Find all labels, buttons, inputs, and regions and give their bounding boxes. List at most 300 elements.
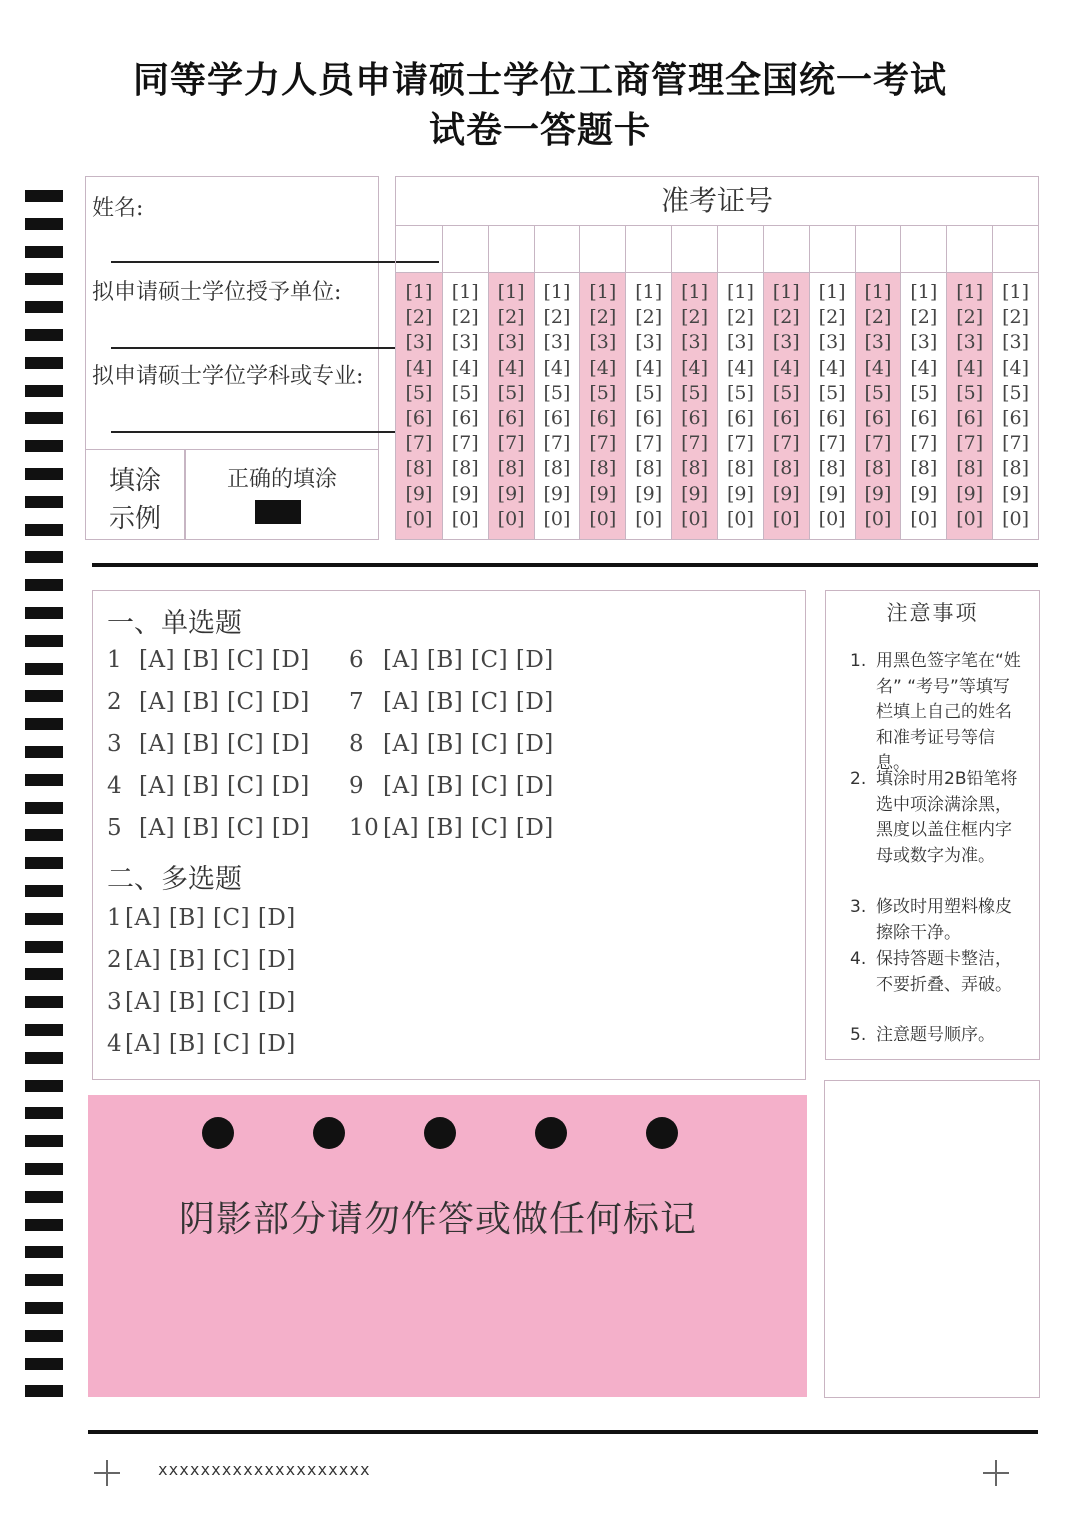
digit-bubble[interactable]: [1] [543,281,571,303]
digit-bubble[interactable]: [7] [726,432,754,455]
digit-bubble[interactable]: [9] [681,482,709,505]
digit-bubble[interactable]: [5] [726,381,754,404]
no-mark-warning: 阴影部分请勿作答或做任何标记 [178,1199,697,1240]
answer-options[interactable]: [A] [B] [C] [D] [125,989,296,1015]
timing-mark [25,1135,63,1147]
timing-mark [25,412,63,424]
multi-choice-question [107,947,296,973]
timing-mark [25,1052,63,1064]
timing-mark [25,1274,63,1286]
digit-bubble[interactable]: [4] [864,356,892,379]
notes-box [825,590,1040,1060]
digit-bubble[interactable]: [5] [635,381,663,404]
digit-bubbles [993,273,1038,539]
digit-bubble[interactable]: [6] [956,406,984,429]
digit-bubble[interactable]: [0] [589,507,617,530]
timing-mark [25,774,63,786]
digit-bubble[interactable]: [1] [818,281,846,303]
digit-bubble[interactable]: [4] [726,356,754,379]
exam-number-write-cell[interactable] [443,226,488,273]
timing-mark [25,690,63,702]
note-number: 3. [850,897,867,917]
exam-number-column [442,226,488,539]
answer-options[interactable]: [A] [B] [C] [D] [139,773,310,799]
digit-bubble[interactable]: [2] [589,306,617,329]
timing-mark [25,551,63,563]
single-choice-question [349,773,554,799]
exam-number-column [946,226,992,539]
digit-bubble[interactable]: [9] [543,482,571,505]
answer-options[interactable]: [A] [B] [C] [D] [125,905,296,931]
digit-bubble[interactable]: [4] [405,356,433,379]
title-line-1: 同等学力人员申请硕士学位工商管理全国统一考试 [132,60,947,101]
timing-mark [25,829,63,841]
timing-mark [25,1302,63,1314]
digit-bubble[interactable]: [5] [681,381,709,404]
no-mark-shaded-area [88,1095,807,1397]
note-text: 修改时用塑料橡皮擦除干净。 [876,897,1012,943]
digit-bubble[interactable]: [1] [910,281,938,303]
digit-bubble[interactable]: [5] [956,381,984,404]
digit-bubble[interactable]: [5] [405,381,433,404]
digit-bubble[interactable]: [8] [864,457,892,480]
digit-bubble[interactable]: [3] [589,331,617,354]
name-field[interactable] [111,261,439,263]
digit-bubble[interactable]: [2] [497,306,525,329]
question-number: 5 [107,815,123,841]
digit-bubble[interactable]: [6] [681,406,709,429]
crosshair-icon [983,1460,1009,1486]
note-text: 注意题号顺序。 [876,1025,995,1045]
digit-bubble[interactable]: [0] [635,507,663,530]
digit-bubble[interactable]: [2] [405,306,433,329]
timing-mark [25,524,63,536]
digit-bubble[interactable]: [6] [1002,406,1030,429]
single-choice-question [349,647,554,673]
digit-bubble[interactable]: [9] [451,482,479,505]
exam-number-column [763,226,809,539]
digit-bubble[interactable]: [4] [818,356,846,379]
digit-bubble[interactable]: [1] [726,281,754,303]
digit-bubbles [443,273,488,539]
digit-bubble[interactable]: [4] [681,356,709,379]
digit-bubble[interactable]: [3] [818,331,846,354]
digit-bubble[interactable]: [5] [864,381,892,404]
digit-bubble[interactable]: [9] [818,482,846,505]
alignment-dot [424,1117,456,1149]
multi-choice-question [107,989,296,1015]
timing-mark [25,329,63,341]
digit-bubble[interactable]: [7] [635,432,663,455]
digit-bubble[interactable]: [2] [818,306,846,329]
timing-mark [25,218,63,230]
notes-title: 注意事项 [886,601,979,625]
exam-number-write-cell[interactable] [856,226,901,273]
digit-bubble[interactable]: [3] [451,331,479,354]
separator-rule [92,563,1038,567]
timing-mark [25,246,63,258]
answer-options[interactable]: [A] [B] [C] [D] [125,1031,296,1057]
exam-number-write-cell[interactable] [810,226,855,273]
digit-bubble[interactable]: [0] [956,507,984,530]
answer-options[interactable]: [A] [B] [C] [D] [383,815,554,841]
digit-bubble[interactable]: [4] [497,356,525,379]
digit-bubble[interactable]: [7] [681,432,709,455]
alignment-dot [535,1117,567,1149]
filled-bubble-sample [255,500,301,524]
timing-mark [25,1191,63,1203]
alignment-dot [313,1117,345,1149]
digit-bubble[interactable]: [8] [681,457,709,480]
answer-options[interactable]: [A] [B] [C] [D] [139,689,310,715]
digit-bubble[interactable]: [4] [910,356,938,379]
exam-number-column [488,226,534,539]
exam-number-write-cell[interactable] [535,226,580,273]
digit-bubble[interactable]: [6] [589,406,617,429]
timing-mark [25,1385,63,1397]
digit-bubble[interactable]: [7] [956,432,984,455]
digit-bubble[interactable]: [8] [726,457,754,480]
exam-number-column [625,226,671,539]
answer-options[interactable]: [A] [B] [C] [D] [383,689,554,715]
digit-bubble[interactable]: [1] [635,281,663,303]
timing-mark [25,1163,63,1175]
major-label: 拟申请硕士学位学科或专业: [92,364,364,389]
digit-bubble[interactable]: [1] [681,281,709,303]
answer-options[interactable]: [A] [B] [C] [D] [139,731,310,757]
digit-bubble[interactable]: [5] [589,381,617,404]
digit-bubble[interactable]: [8] [497,457,525,480]
timing-mark [25,996,63,1008]
digit-bubbles [580,273,625,539]
unit-field[interactable] [111,347,439,349]
digit-bubble[interactable]: [7] [451,432,479,455]
digit-bubble[interactable]: [1] [451,281,479,303]
question-number: 9 [349,773,365,799]
note-item [852,767,1022,869]
single-choice-question [107,647,310,673]
digit-bubbles [672,273,717,539]
fill-example-label [86,462,184,538]
exam-number-write-cell[interactable] [396,226,442,273]
digit-bubble[interactable]: [2] [772,306,800,329]
exam-number-write-cell[interactable] [901,226,946,273]
digit-bubble[interactable]: [2] [726,306,754,329]
alignment-dot [202,1117,234,1149]
answer-options[interactable]: [A] [B] [C] [D] [383,647,554,673]
digit-bubble[interactable]: [1] [864,281,892,303]
digit-bubble[interactable]: [7] [1002,432,1030,455]
digit-bubble[interactable]: [8] [589,457,617,480]
digit-bubble[interactable]: [0] [818,507,846,530]
timing-mark [25,718,63,730]
single-choice-question [349,731,554,757]
digit-bubble[interactable]: [6] [635,406,663,429]
digit-bubble[interactable]: [2] [864,306,892,329]
digit-bubble[interactable]: [9] [910,482,938,505]
digit-bubble[interactable]: [9] [635,482,663,505]
blank-box [824,1080,1040,1398]
exam-number-column [579,226,625,539]
multi-choice-question [107,1031,296,1057]
digit-bubble[interactable]: [0] [772,507,800,530]
digit-bubble[interactable]: [9] [864,482,892,505]
single-choice-title: 一、单选题 [107,608,242,639]
answer-box [92,590,806,1080]
digit-bubble[interactable]: [3] [910,331,938,354]
digit-bubble[interactable]: [8] [772,457,800,480]
digit-bubble[interactable]: [8] [818,457,846,480]
digit-bubble[interactable]: [5] [543,381,571,404]
exam-number-write-cell[interactable] [764,226,809,273]
digit-bubbles [718,273,763,539]
digit-bubbles [901,273,946,539]
timing-mark [25,468,63,480]
digit-bubble[interactable]: [7] [543,432,571,455]
digit-bubble[interactable]: [4] [956,356,984,379]
digit-bubble[interactable]: [7] [910,432,938,455]
exam-number-write-cell[interactable] [947,226,992,273]
fill-example-line2: 示例 [108,504,161,534]
digit-bubble[interactable]: [3] [635,331,663,354]
digit-bubble[interactable]: [8] [910,457,938,480]
digit-bubbles [764,273,809,539]
digit-bubble[interactable]: [3] [1002,331,1030,354]
digit-bubble[interactable]: [0] [451,507,479,530]
digit-bubble[interactable]: [4] [772,356,800,379]
digit-bubble[interactable]: [8] [543,457,571,480]
digit-bubbles [947,273,992,539]
question-number: 10 [349,815,380,841]
digit-bubble[interactable]: [1] [956,281,984,303]
digit-bubble[interactable]: [5] [910,381,938,404]
timing-mark [25,1246,63,1258]
answer-options[interactable]: [A] [B] [C] [D] [125,947,296,973]
exam-number-write-cell[interactable] [993,226,1038,273]
timing-mark [25,273,63,285]
bottom-rule [88,1430,1038,1434]
note-number: 4. [850,949,867,969]
name-label: 姓名: [92,196,144,221]
digit-bubble[interactable]: [1] [589,281,617,303]
digit-bubble[interactable]: [7] [772,432,800,455]
digit-bubble[interactable]: [3] [956,331,984,354]
exam-number-write-cell[interactable] [626,226,671,273]
question-number: 3 [107,989,123,1015]
answer-options[interactable]: [A] [B] [C] [D] [383,773,554,799]
exam-number-write-cell[interactable] [718,226,763,273]
exam-number-box [395,176,1039,540]
digit-bubble[interactable]: [7] [864,432,892,455]
timing-mark [25,913,63,925]
digit-bubble[interactable]: [6] [910,406,938,429]
digit-bubble[interactable]: [0] [910,507,938,530]
digit-bubbles [856,273,901,539]
digit-bubble[interactable]: [9] [1002,482,1030,505]
timing-mark [25,885,63,897]
digit-bubble[interactable]: [8] [635,457,663,480]
digit-bubble[interactable]: [2] [956,306,984,329]
digit-bubble[interactable]: [9] [405,482,433,505]
timing-mark [25,857,63,869]
question-number: 7 [349,689,365,715]
timing-mark [25,1358,63,1370]
digit-bubble[interactable]: [6] [818,406,846,429]
timing-mark [25,440,63,452]
note-text: 填涂时用2B铅笔将选中项涂满涂黑，黑度以盖住框内字母或数字为准。 [876,769,1018,866]
single-choice-question [107,731,310,757]
digit-bubble[interactable]: [0] [543,507,571,530]
note-item [852,947,1022,998]
digit-bubble[interactable]: [5] [772,381,800,404]
answer-options[interactable]: [A] [B] [C] [D] [383,731,554,757]
digit-bubble[interactable]: [9] [497,482,525,505]
digit-bubble[interactable]: [3] [543,331,571,354]
digit-bubble[interactable]: [1] [772,281,800,303]
digit-bubble[interactable]: [3] [405,331,433,354]
timing-mark [25,802,63,814]
digit-bubble[interactable]: [3] [681,331,709,354]
title-line-2: 试卷一答题卡 [428,110,651,151]
exam-number-column [809,226,855,539]
digit-bubble[interactable]: [2] [451,306,479,329]
digit-bubble[interactable]: [2] [1002,306,1030,329]
digit-bubble[interactable]: [7] [405,432,433,455]
timing-mark [25,357,63,369]
digit-bubble[interactable]: [7] [589,432,617,455]
unit-label: 拟申请硕士学位授予单位: [92,280,342,305]
digit-bubble[interactable]: [2] [635,306,663,329]
correct-fill-label: 正确的填涂 [226,467,337,492]
question-number: 1 [107,647,123,673]
digit-bubble[interactable]: [9] [772,482,800,505]
digit-bubble[interactable]: [9] [726,482,754,505]
exam-number-column [396,226,442,539]
digit-bubble[interactable]: [5] [497,381,525,404]
digit-bubbles [535,273,580,539]
timing-mark [25,301,63,313]
digit-bubble[interactable]: [5] [451,381,479,404]
digit-bubble[interactable]: [8] [451,457,479,480]
digit-bubble[interactable]: [4] [543,356,571,379]
digit-bubble[interactable]: [4] [589,356,617,379]
single-choice-question [107,815,310,841]
digit-bubble[interactable]: [3] [864,331,892,354]
digit-bubble[interactable]: [8] [405,457,433,480]
digit-bubble[interactable]: [2] [910,306,938,329]
single-choice-question [107,689,310,715]
note-number: 2. [850,769,867,789]
digit-bubble[interactable]: [5] [818,381,846,404]
timing-mark [25,1219,63,1231]
note-text: 用黑色签字笔在“姓名” “考号”等填写栏填上自己的姓名和准考证号等信息。 [876,651,1021,773]
digit-bubble[interactable]: [4] [451,356,479,379]
digit-bubble[interactable]: [2] [681,306,709,329]
digit-bubble[interactable]: [4] [1002,356,1030,379]
digit-bubble[interactable]: [0] [497,507,525,530]
digit-bubble[interactable]: [3] [497,331,525,354]
note-number: 5. [850,1025,867,1045]
question-number: 2 [107,689,123,715]
exam-number-write-cell[interactable] [489,226,534,273]
digit-bubble[interactable]: [6] [864,406,892,429]
digit-bubble[interactable]: [0] [726,507,754,530]
note-item [852,895,1022,946]
question-number: 1 [107,905,123,931]
digit-bubble[interactable]: [9] [956,482,984,505]
digit-bubble[interactable]: [6] [772,406,800,429]
fill-example-line1: 填涂 [108,466,161,496]
digit-bubble[interactable]: [0] [405,507,433,530]
digit-bubbles [810,273,855,539]
note-item [852,649,1022,777]
digit-bubble[interactable]: [1] [1002,281,1030,303]
digit-bubble[interactable]: [2] [543,306,571,329]
exam-number-write-cell[interactable] [672,226,717,273]
exam-number-column [717,226,763,539]
single-choice-question [107,773,310,799]
timing-mark [25,635,63,647]
timing-mark [25,1107,63,1119]
digit-bubble[interactable]: [6] [497,406,525,429]
timing-mark [25,663,63,675]
digit-bubble[interactable]: [0] [681,507,709,530]
footer-code: xxxxxxxxxxxxxxxxxxxx [158,1460,371,1479]
alignment-dot [646,1117,678,1149]
exam-number-column [855,226,901,539]
timing-mark [25,746,63,758]
digit-bubble[interactable]: [0] [1002,507,1030,530]
question-number: 2 [107,947,123,973]
crosshair-icon [94,1460,120,1486]
single-choice-question [349,689,554,715]
answer-options[interactable]: [A] [B] [C] [D] [139,647,310,673]
digit-bubble[interactable]: [7] [818,432,846,455]
timing-mark [25,1080,63,1092]
digit-bubble[interactable]: [9] [589,482,617,505]
digit-bubble[interactable]: [3] [772,331,800,354]
digit-bubble[interactable]: [8] [956,457,984,480]
digit-bubbles [489,273,534,539]
timing-marks [25,190,65,1405]
digit-bubble[interactable]: [6] [543,406,571,429]
timing-mark [25,190,63,202]
digit-bubble[interactable]: [7] [497,432,525,455]
digit-bubble[interactable]: [3] [726,331,754,354]
multi-choice-question [107,905,296,931]
single-choice-question [349,815,554,841]
digit-bubble[interactable]: [1] [497,281,525,303]
digit-bubble[interactable]: [8] [1002,457,1030,480]
digit-bubbles [396,273,442,539]
question-number: 3 [107,731,123,757]
exam-number-column [534,226,580,539]
major-field[interactable] [111,431,439,433]
question-number: 6 [349,647,365,673]
answer-options[interactable]: [A] [B] [C] [D] [139,815,310,841]
digit-bubble[interactable]: [6] [726,406,754,429]
question-number: 4 [107,1031,123,1057]
digit-bubble[interactable]: [6] [405,406,433,429]
digit-bubble[interactable]: [1] [405,281,433,303]
digit-bubble[interactable]: [4] [635,356,663,379]
digit-bubble[interactable]: [6] [451,406,479,429]
question-number: 8 [349,731,365,757]
digit-bubble[interactable]: [0] [864,507,892,530]
exam-number-title: 准考证号 [396,177,1038,226]
exam-number-write-cell[interactable] [580,226,625,273]
digit-bubble[interactable]: [5] [1002,381,1030,404]
